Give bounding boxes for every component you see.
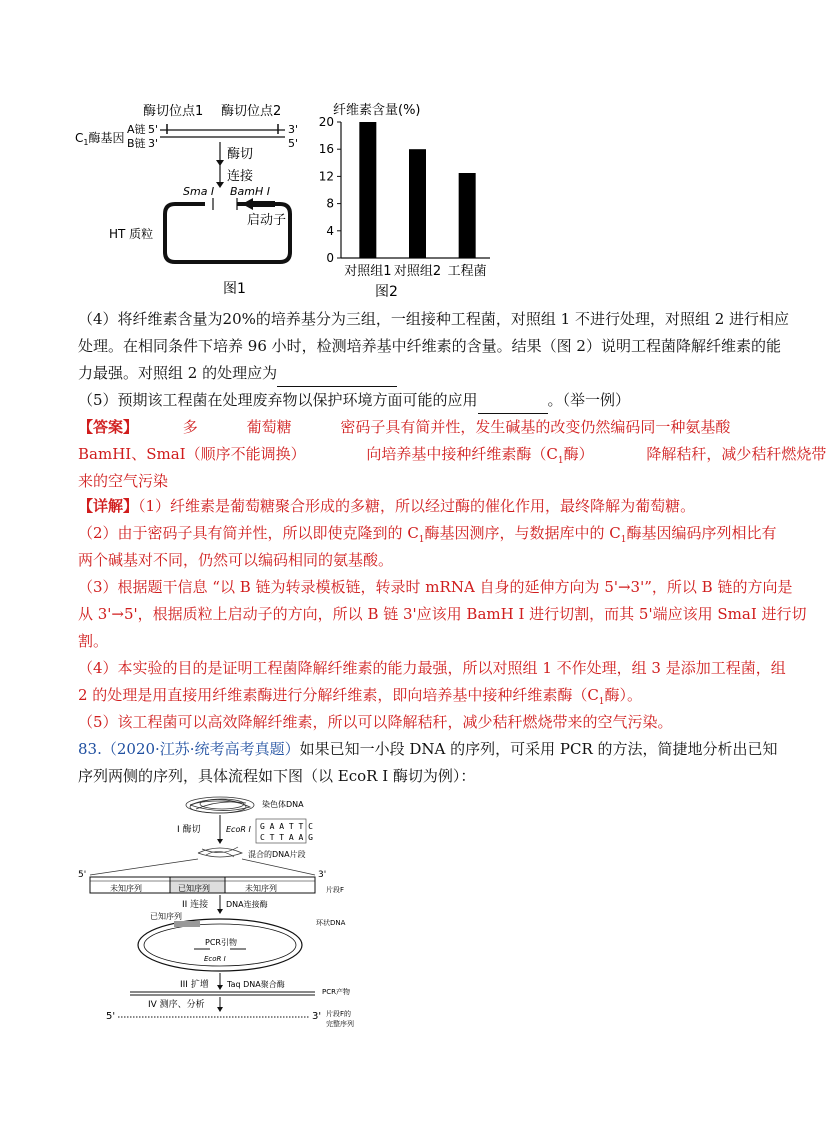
figure-3-flow-diagram — [70, 795, 390, 1035]
detail-line-9: （5）该工程菌可以高效降解纤维素，所以可以降解秸秆，减少秸秆燃烧带来的空气污染。 — [78, 713, 673, 731]
circular-dna-label: 环状DNA — [316, 919, 346, 927]
gene-label: $C_1$酶基因 — [75, 131, 125, 147]
bar-2 — [409, 149, 426, 258]
chromosome-dna-icon — [186, 797, 254, 813]
q5-line: （5）预期该工程菌在处理废弃物以保护环境方面可能的应用 。（举一例） — [78, 387, 730, 414]
ecor-label-2: EcoR I — [204, 955, 226, 963]
y-tick-label: 20 — [318, 115, 334, 129]
frag-5p: 5' — [78, 870, 87, 880]
step-3-label: III 扩增 — [180, 980, 209, 990]
chain-b-5p: 5' — [288, 137, 299, 150]
known-seq: 已知序列 — [178, 884, 210, 893]
detail-line-5: 从 3'→5'，根据质粒上启动子的方向，所以 B 链 3'应该用 BamH I 进行切割，而其 5'端应该用 SmaI 进行切 — [78, 605, 807, 623]
cut-label: 酶切 — [227, 147, 254, 162]
detail-line-7: （4）本实验的目的是证明工程菌降解纤维素的能力最强，所以对照组 1 不作处理，组 3 是添加工程菌，组 — [78, 659, 786, 677]
unknown-seq-left: 未知序列 — [110, 884, 142, 893]
answer-tag: 【答案】 — [78, 418, 139, 436]
seq-top: G A A T T C — [260, 822, 313, 831]
unknown-seq-right: 未知序列 — [245, 884, 277, 893]
site2-label: 酶切位点2 — [221, 104, 282, 119]
promoter-label: 启动子 — [247, 213, 287, 228]
final-3p: 3' — [312, 1011, 322, 1022]
q5-blank[interactable] — [478, 399, 548, 414]
detail-line-3: 两个碱基对不同，仍然可以编码相同的氨基酸。 — [78, 551, 394, 569]
detail-line-2: （2）由于密码子具有简并性，所以即使克隆到的 $C_1$酶基因测序，与数据库中的 $C_1$酶基因编码序列相比有 — [78, 524, 777, 545]
site1-label: 酶切位点1 — [143, 104, 204, 119]
figure-1-diagram — [75, 100, 315, 300]
ligate-label: 连接 — [227, 169, 254, 184]
chain-a-5p: 5' — [148, 123, 159, 136]
step-1-label: I 酶切 — [177, 825, 201, 835]
q83-line-2: 序列两侧的序列，具体流程如下图（以 EcoR I 酶切为例）： — [78, 767, 476, 785]
q4-line-3: 力最强。对照组 2 的处理应为 — [78, 360, 730, 387]
bar-1 — [359, 122, 376, 258]
q4-line-1: （4）将纤维素含量为20%的培养基分为三组，一组接种工程菌，对照组 1 不进行处理，对照组 2 进行相应 — [78, 310, 790, 328]
chart-title: 纤维素含量(%) — [333, 103, 421, 118]
primer-label: PCR引物 — [205, 938, 237, 947]
bar-3 — [459, 173, 476, 258]
detail-line-1: 【详解】（1）纤维素是葡萄糖聚合形成的多糖，所以经过酶的催化作用，最终降解为葡萄糖。 — [78, 497, 696, 515]
y-tick-label: 16 — [318, 142, 334, 157]
sma-label: Sma I — [183, 185, 215, 198]
chain-b-3p: 3' — [148, 137, 159, 150]
taq-label: Taq DNA聚合酶 — [227, 980, 285, 989]
figure-2-bar-chart — [305, 100, 495, 300]
q4-line-2: 处理。在相同条件下培养 96 小时，检测培养基中纤维素的含量。结果（图 2）说明工程菌降解纤维素的能 — [78, 337, 781, 355]
mixed-fragments-icon — [198, 847, 242, 857]
y-tick-label: 12 — [318, 169, 334, 184]
answer-line-1: 【答案】 多 葡萄糖 密码子具有简并性，发生碱基的改变仍然编码同一种氨基酸 — [78, 418, 731, 436]
plasmid-label: HT 质粒 — [109, 227, 154, 241]
full-seq-label-2: 完整序列 — [326, 1020, 354, 1028]
q83-line-1: 83.（2020·江苏·统考高考真题）如果已知一小段 DNA 的序列，可采用 PCR 的方法，简捷地分析出已知 — [78, 740, 778, 758]
final-5p: 5' — [106, 1011, 116, 1022]
y-tick-label: 0 — [326, 251, 334, 265]
q4-blank[interactable] — [277, 372, 397, 387]
ligase-label: DNA连接酶 — [226, 900, 268, 909]
detail-line-8: 2 的处理是用直接用纤维素酶进行分解纤维素，即向培养基中接种纤维素酶（$C_1$酶）。 — [78, 686, 643, 707]
detail-line-6: 割。 — [78, 632, 109, 650]
ecor-label-1: EcoR I — [226, 825, 251, 834]
chain-a-label: A链 — [127, 123, 146, 136]
full-seq-label-1: 片段F的 — [326, 1010, 352, 1018]
y-tick-label: 4 — [326, 223, 334, 238]
answer-line-3: 来的空气污染 — [78, 472, 169, 490]
bam-label: BamH I — [230, 185, 271, 198]
frag-3p: 3' — [318, 870, 327, 880]
mixed-label: 混合的DNA片段 — [248, 850, 306, 859]
step-2-label: II 连接 — [182, 900, 209, 910]
chain-a-3p: 3' — [288, 123, 299, 136]
detail-line-4: （3）根据题干信息 “以 B 链为转录模板链，转录时 mRNA 自身的延伸方向为 5'→3'”，所以 B 链的方向是 — [78, 578, 793, 596]
answer-line-2: BamHI、SmaI（顺序不能调换） 向培养基中接种纤维素酶（$C_1$酶） 降解秸秆，减少秸秆燃烧带 — [78, 445, 826, 466]
chromosome-label: 染色体DNA — [262, 800, 304, 809]
step-4-label: IV 测序、分析 — [148, 1000, 205, 1010]
x-category-label: 对照组2 — [393, 264, 442, 279]
x-category-label: 对照组1 — [344, 264, 392, 279]
figure-1-caption: 图1 — [223, 281, 246, 297]
y-tick-label: 8 — [326, 196, 334, 211]
pcr-product-label: PCR产物 — [322, 988, 350, 996]
x-category-label: 工程菌 — [447, 264, 487, 279]
known-seq-label-2: 已知序列 — [150, 912, 182, 921]
fragment-f-label: 片段F — [326, 886, 345, 894]
chain-b-label: B链 — [127, 137, 146, 150]
figure-2-caption: 图2 — [375, 284, 398, 300]
seq-bottom: C T T A A G — [260, 833, 313, 842]
